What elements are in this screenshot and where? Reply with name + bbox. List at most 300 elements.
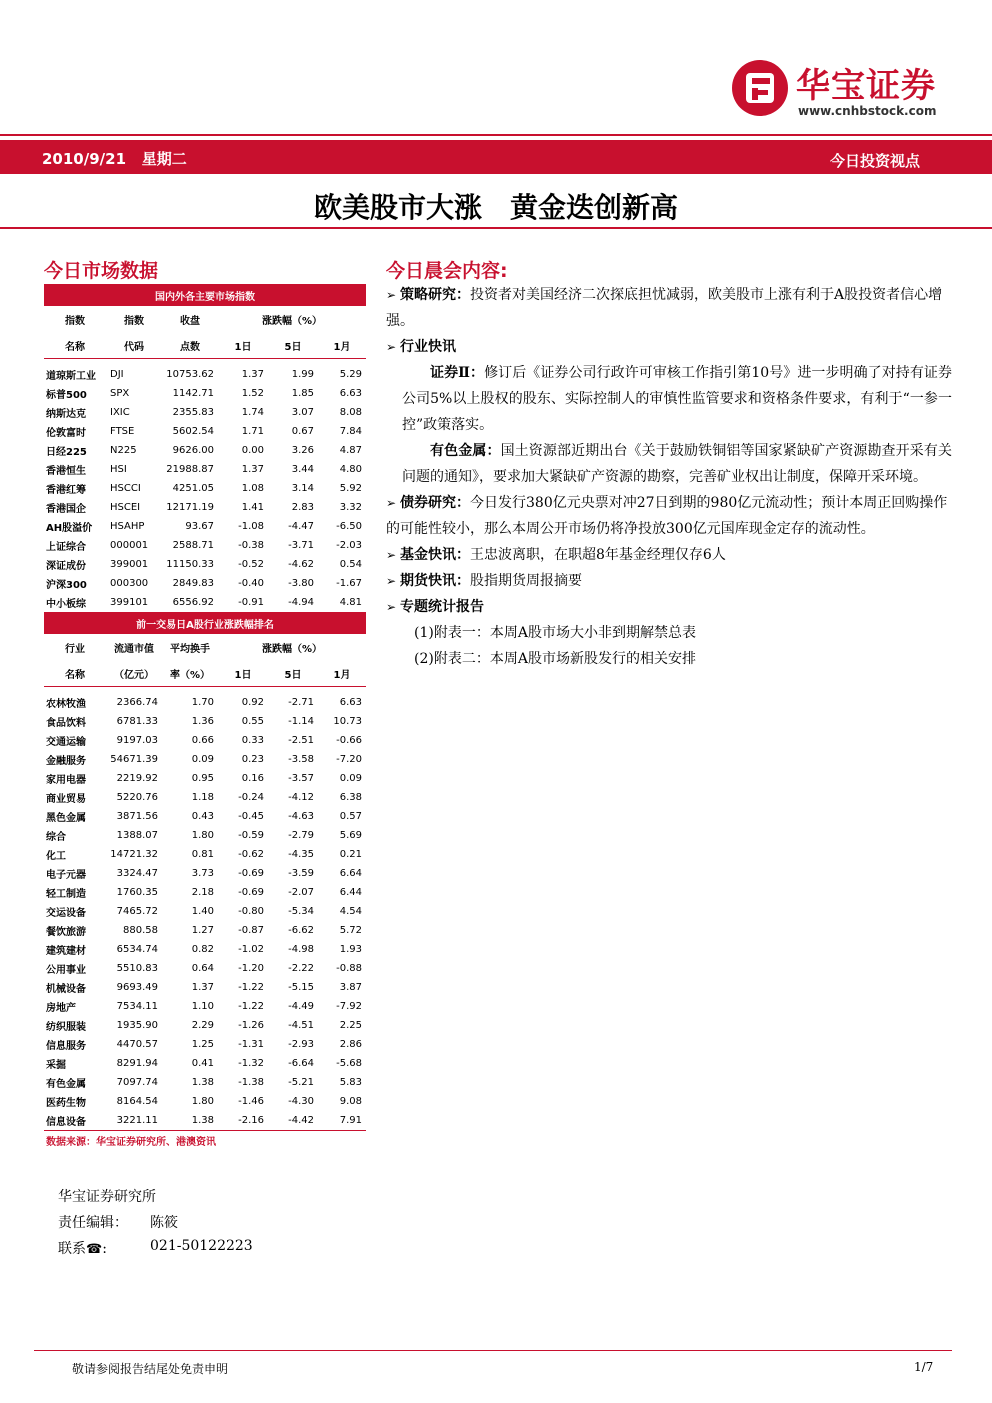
table-cell: 5.72 xyxy=(339,925,362,936)
table-cell: 纺织服装 xyxy=(46,1022,86,1033)
table-cell: -0.59 xyxy=(238,830,264,841)
table-row xyxy=(44,731,366,750)
table-cell: 上证综合 xyxy=(46,542,86,553)
table-cell: HSCCI xyxy=(110,483,141,494)
report-date xyxy=(42,148,187,169)
table-cell: 5.69 xyxy=(339,830,362,841)
table-cell: 3871.56 xyxy=(116,811,158,822)
table-cell: 电子元器 xyxy=(46,870,86,881)
table-cell: 1.99 xyxy=(291,369,314,380)
table-cell: -4.35 xyxy=(288,849,314,860)
table-cell: 000001 xyxy=(110,540,149,551)
table-cell: 3.14 xyxy=(291,483,314,494)
table-cell: -7.20 xyxy=(336,754,362,765)
table-cell: -4.63 xyxy=(288,811,314,822)
table-cell: 6781.33 xyxy=(116,716,158,727)
table-cell: 0.57 xyxy=(339,811,362,822)
table-cell: 1.37 xyxy=(191,982,214,993)
table-cell: 1.37 xyxy=(241,369,264,380)
table-row xyxy=(44,555,366,574)
table-cell: 10753.62 xyxy=(166,369,214,380)
table-cell: 1.37 xyxy=(241,464,264,475)
table-cell: -1.38 xyxy=(238,1077,264,1088)
table-cell: 0.23 xyxy=(241,754,264,765)
table-cell: 2.18 xyxy=(191,887,214,898)
table-cell: 深证成份 xyxy=(46,561,86,572)
header-cell: 行业 xyxy=(65,643,85,655)
table-cell: -0.38 xyxy=(238,540,264,551)
table-cell: 房地产 xyxy=(46,1003,76,1014)
header-cell: 指数 xyxy=(124,315,144,327)
table-row xyxy=(44,1035,366,1054)
table-cell: 伦敦富时 xyxy=(46,428,86,439)
securities-news xyxy=(386,360,952,438)
table-cell: -0.91 xyxy=(238,597,264,608)
table-cell: -4.62 xyxy=(288,559,314,570)
table-cell: 1.70 xyxy=(191,697,214,708)
editor-label: 责任编辑： xyxy=(58,1215,128,1231)
table-cell: 金融服务 xyxy=(46,756,86,767)
table-cell: 1.80 xyxy=(191,1096,214,1107)
table-cell: -0.87 xyxy=(238,925,264,936)
table-row xyxy=(44,1016,366,1035)
industry-section xyxy=(386,334,952,360)
section-text: 投资者对美国经济二次探底担忧减弱，欧美股市上涨有利于A股投资者信心增强。 xyxy=(386,287,943,329)
table-cell: N225 xyxy=(110,445,137,456)
table-cell: 9.08 xyxy=(339,1096,362,1107)
sub-title: 证券Ⅱ： xyxy=(430,365,485,381)
table-cell: 93.67 xyxy=(185,521,214,532)
table-cell: -1.22 xyxy=(238,1001,264,1012)
table-row xyxy=(44,479,366,498)
header-cell: 率（%） xyxy=(162,660,218,687)
table-row xyxy=(44,997,366,1016)
table-cell: 4470.57 xyxy=(116,1039,158,1050)
table-cell: 0.81 xyxy=(191,849,214,860)
table-cell: AH股溢价 xyxy=(46,523,93,534)
table-cell: 0.41 xyxy=(191,1058,214,1069)
header-cell: （亿元） xyxy=(106,660,162,687)
table-cell: 1.10 xyxy=(191,1001,214,1012)
table-cell: -1.32 xyxy=(238,1058,264,1069)
table-cell: 14721.32 xyxy=(110,849,158,860)
table-cell: 道琼斯工业 xyxy=(46,371,96,382)
table-cell: 交运设备 xyxy=(46,908,86,919)
morning-meeting-heading: 今日晨会内容: xyxy=(386,260,508,282)
table-cell: 1.25 xyxy=(191,1039,214,1050)
table-cell: 建筑建材 xyxy=(46,946,86,957)
table-cell: 1.08 xyxy=(241,483,264,494)
table-cell: 7.84 xyxy=(339,426,362,437)
table-cell: 3221.11 xyxy=(106,1111,162,1131)
table-cell: 0.55 xyxy=(241,716,264,727)
table-row xyxy=(44,769,366,788)
table-cell: HSCEI xyxy=(110,502,141,513)
table-cell: 0.92 xyxy=(241,697,264,708)
table-cell: -1.31 xyxy=(238,1039,264,1050)
table-cell: 2.83 xyxy=(291,502,314,513)
table-cell: 农林牧渔 xyxy=(46,699,86,710)
table-cell: -6.62 xyxy=(288,925,314,936)
header-cell: 流通市值 xyxy=(114,643,154,655)
table-cell: 0.66 xyxy=(191,735,214,746)
header-cell: 名称 xyxy=(44,660,106,687)
arrow-bullet-icon: ➢ xyxy=(386,600,397,614)
strategy-section xyxy=(386,282,952,334)
table-row xyxy=(44,403,366,422)
table-cell: -0.88 xyxy=(336,963,362,974)
phone-label-text: 联系 xyxy=(58,1241,86,1257)
header-cell: 代码 xyxy=(106,332,162,359)
arrow-bullet-icon: ➢ xyxy=(386,548,397,562)
footer-disclaimer: 敬请参阅报告结尾处免责申明 xyxy=(72,1362,229,1376)
header-cell: 1月 xyxy=(318,660,366,687)
table-cell: -4.30 xyxy=(288,1096,314,1107)
table-row xyxy=(44,921,366,940)
arrow-bullet-icon: ➢ xyxy=(386,496,397,510)
table-cell: 黑色金属 xyxy=(46,813,86,824)
table-row xyxy=(44,574,366,593)
table-cell: 880.58 xyxy=(123,925,158,936)
header-cell: 平均换手 xyxy=(170,643,210,655)
bond-section xyxy=(386,490,952,542)
table-cell: -2.93 xyxy=(288,1039,314,1050)
table-cell: 6556.92 xyxy=(172,597,214,608)
table-row xyxy=(44,1073,366,1092)
table-cell: 10.73 xyxy=(333,716,362,727)
table-cell: 6534.74 xyxy=(116,944,158,955)
table-cell: 化工 xyxy=(46,851,66,862)
table-cell: -1.20 xyxy=(238,963,264,974)
header-cell: 涨跌幅（%） xyxy=(261,315,323,327)
table-cell: 1760.35 xyxy=(116,887,158,898)
table-cell: 商业贸易 xyxy=(46,794,86,805)
table-cell: 1.93 xyxy=(339,944,362,955)
table-cell: 医药生物 xyxy=(46,1098,86,1109)
sub-text: 修订后《证券公司行政许可审核工作指引第10号》进一步明确了对持有证券公司5%以上股权的股东、实际控制人的审慎性监管要求和资格条件要求，有利于“一参一控”政策落实。 xyxy=(402,365,952,433)
table-cell: -6.50 xyxy=(336,521,362,532)
table-row xyxy=(44,1054,366,1073)
table-row xyxy=(44,902,366,921)
phone-number: 021-50122223 xyxy=(150,1238,253,1254)
table-cell: 7.91 xyxy=(318,1111,366,1131)
table-cell: 纳斯达克 xyxy=(46,409,86,420)
section-title: 期货快讯： xyxy=(400,573,470,589)
section-text: 今日发行380亿元央票对冲27日到期的980亿元流动性；预计本周正回购操作的可能性较小，那么本周公开市场仍将净投放300亿元国库现金定存的流动性。 xyxy=(386,495,948,537)
table-caption: 前一交易日A股行业涨跌幅排名 xyxy=(44,612,366,634)
table-cell: -4.42 xyxy=(268,1111,318,1131)
phone-label-colon: : xyxy=(102,1241,107,1257)
weekday: 星期二 xyxy=(141,150,187,168)
header-cell: 5日 xyxy=(268,660,318,687)
table-cell: -5.68 xyxy=(336,1058,362,1069)
table-cell: 食品饮料 xyxy=(46,718,86,729)
table-row xyxy=(44,460,366,479)
table-cell: -2.51 xyxy=(288,735,314,746)
table-cell: 0.54 xyxy=(339,559,362,570)
arrow-bullet-icon: ➢ xyxy=(386,288,397,302)
table-cell: 0.64 xyxy=(191,963,214,974)
section-title: 债券研究： xyxy=(400,495,470,511)
table-row xyxy=(44,593,366,612)
arrow-bullet-icon: ➢ xyxy=(386,340,397,354)
industry-ranking-table xyxy=(44,612,366,1131)
table-cell: 2.29 xyxy=(191,1020,214,1031)
table-cell: 2.86 xyxy=(339,1039,362,1050)
table-cell: 9626.00 xyxy=(172,445,214,456)
company-logo xyxy=(732,58,952,128)
table-cell: 9197.03 xyxy=(116,735,158,746)
table-cell: 2219.92 xyxy=(116,773,158,784)
table-caption: 国内外各主要市场指数 xyxy=(44,284,366,306)
section-text: 王忠波离职，在职超8年基金经理仅存6人 xyxy=(470,547,726,563)
logo-url: www.cnhbstock.com xyxy=(798,104,937,118)
table-cell: 399101 xyxy=(110,597,149,608)
table-cell: 2849.83 xyxy=(172,578,214,589)
table-row xyxy=(44,864,366,883)
header-cell: 收盘 xyxy=(180,315,200,327)
table-cell: 2.25 xyxy=(339,1020,362,1031)
table-cell: 1142.71 xyxy=(172,388,214,399)
table-cell: -1.02 xyxy=(238,944,264,955)
header-cell: 1月 xyxy=(318,332,366,359)
header-cell: 指数 xyxy=(65,315,85,327)
editor-name: 陈筱 xyxy=(150,1215,178,1231)
table-cell: -4.47 xyxy=(288,521,314,532)
table-cell: SPX xyxy=(110,388,130,399)
table-cell: -0.40 xyxy=(238,578,264,589)
section-title: 专题统计报告 xyxy=(400,599,484,615)
table-row xyxy=(44,1092,366,1111)
table-row xyxy=(44,517,366,536)
table-row xyxy=(44,1111,366,1131)
table-cell: 0.09 xyxy=(191,754,214,765)
table-cell: 0.67 xyxy=(291,426,314,437)
table-cell: 4.80 xyxy=(339,464,362,475)
table-cell: 香港恒生 xyxy=(46,466,86,477)
table-cell: -5.21 xyxy=(288,1077,314,1088)
table-cell: -1.67 xyxy=(336,578,362,589)
table-cell: 3.73 xyxy=(191,868,214,879)
table-cell: FTSE xyxy=(110,426,135,437)
table-cell: 3.07 xyxy=(291,407,314,418)
arrow-bullet-icon: ➢ xyxy=(386,574,397,588)
table-cell: 3324.47 xyxy=(116,868,158,879)
table-cell: HSI xyxy=(110,464,127,475)
table-cell: 1.38 xyxy=(191,1077,214,1088)
table-cell: -1.14 xyxy=(288,716,314,727)
section-text: 股指期货周报摘要 xyxy=(470,573,582,589)
table-cell: 沪深300 xyxy=(46,580,87,591)
table-cell: 公用事业 xyxy=(46,965,86,976)
contact-org: 华宝证券研究所 xyxy=(58,1189,156,1205)
phone-label xyxy=(58,1238,107,1258)
table-cell: 4.54 xyxy=(339,906,362,917)
table-cell: -5.34 xyxy=(288,906,314,917)
table-row xyxy=(44,441,366,460)
table-cell: 5602.54 xyxy=(172,426,214,437)
fund-section xyxy=(386,542,952,568)
header-cell: 1日 xyxy=(218,660,268,687)
table-cell: -2.03 xyxy=(336,540,362,551)
table-cell: 餐饮旅游 xyxy=(46,927,86,938)
table-cell: 2355.83 xyxy=(172,407,214,418)
table-cell: -5.15 xyxy=(288,982,314,993)
table-cell: -0.24 xyxy=(238,792,264,803)
table-cell: 7097.74 xyxy=(116,1077,158,1088)
table-cell: -3.71 xyxy=(288,540,314,551)
table-cell: -3.57 xyxy=(288,773,314,784)
table-row xyxy=(44,422,366,441)
table-row xyxy=(44,788,366,807)
table-row xyxy=(44,826,366,845)
table-cell: -0.45 xyxy=(238,811,264,822)
table-cell: -4.94 xyxy=(288,597,314,608)
table-cell: 1935.90 xyxy=(116,1020,158,1031)
table-cell: 9693.49 xyxy=(116,982,158,993)
table-cell: 1.52 xyxy=(241,388,264,399)
phone-icon: ☎ xyxy=(86,1242,103,1257)
table-cell: -7.92 xyxy=(336,1001,362,1012)
date-value: 2010/9/21 xyxy=(42,150,127,168)
table-row xyxy=(44,807,366,826)
table-cell: 000300 xyxy=(110,578,149,589)
table-cell: 2588.71 xyxy=(172,540,214,551)
table-cell: 5.92 xyxy=(339,483,362,494)
table-cell: -0.69 xyxy=(238,887,264,898)
table-cell: -2.07 xyxy=(288,887,314,898)
table-cell: -0.80 xyxy=(238,906,264,917)
table-cell: 4.81 xyxy=(339,597,362,608)
table-cell: 4251.05 xyxy=(172,483,214,494)
table-row xyxy=(44,750,366,769)
section-title: 行业快讯 xyxy=(400,339,456,355)
table-cell: -1.22 xyxy=(238,982,264,993)
header-cell: 名称 xyxy=(44,332,106,359)
table-row xyxy=(44,498,366,517)
table-cell: -4.49 xyxy=(288,1001,314,1012)
table-cell: 3.44 xyxy=(291,464,314,475)
table-cell: 1388.07 xyxy=(116,830,158,841)
table-cell: 1.85 xyxy=(291,388,314,399)
table-cell: -0.69 xyxy=(238,868,264,879)
section-title: 策略研究： xyxy=(400,287,470,303)
futures-section xyxy=(386,568,952,594)
table-cell: -3.59 xyxy=(288,868,314,879)
table-row xyxy=(44,384,366,403)
table-row xyxy=(44,883,366,902)
table-cell: -3.80 xyxy=(288,578,314,589)
table-cell: 0.16 xyxy=(241,773,264,784)
table-cell: -2.79 xyxy=(288,830,314,841)
table-cell: 0.43 xyxy=(191,811,214,822)
report-section xyxy=(386,594,952,620)
table-cell: 家用电器 xyxy=(46,775,86,786)
table-cell: 0.09 xyxy=(339,773,362,784)
table-cell: 7534.11 xyxy=(116,1001,158,1012)
table-cell: 0.00 xyxy=(241,445,264,456)
table-cell: -2.16 xyxy=(218,1111,268,1131)
header-cell: 涨跌幅（%） xyxy=(261,643,323,655)
table-cell: 香港红筹 xyxy=(46,485,86,496)
title-divider xyxy=(0,227,992,229)
table-cell: 6.63 xyxy=(339,697,362,708)
table-cell: 7465.72 xyxy=(116,906,158,917)
table-cell: 8.08 xyxy=(339,407,362,418)
table-cell: IXIC xyxy=(110,407,130,418)
table-cell: 5.83 xyxy=(339,1077,362,1088)
table-cell: 信息设备 xyxy=(44,1111,106,1131)
appendix-item: (1)附表一：本周A股市场大小非到期解禁总表 xyxy=(414,625,696,641)
table-cell: 0.82 xyxy=(191,944,214,955)
table-cell: 1.38 xyxy=(162,1111,218,1131)
table-cell: 1.18 xyxy=(191,792,214,803)
table-cell: 1.80 xyxy=(191,830,214,841)
data-source-note: 数据来源：华宝证券研究所、港澳资讯 xyxy=(46,1137,216,1148)
table-row xyxy=(44,959,366,978)
page-number: 1/7 xyxy=(914,1360,934,1374)
header-cell: 1日 xyxy=(218,332,268,359)
table-cell: -0.62 xyxy=(238,849,264,860)
table-cell: 采掘 xyxy=(46,1060,66,1071)
table-cell: 1.74 xyxy=(241,407,264,418)
table-cell: 香港国企 xyxy=(46,504,86,515)
table-cell: -4.51 xyxy=(288,1020,314,1031)
table-row xyxy=(44,712,366,731)
table-row xyxy=(44,978,366,997)
table-cell: 1.27 xyxy=(191,925,214,936)
news-content xyxy=(386,282,952,672)
table-cell: 6.63 xyxy=(339,388,362,399)
table-cell: -2.22 xyxy=(288,963,314,974)
table-cell: 399001 xyxy=(110,559,149,570)
logo-mark-icon xyxy=(732,60,788,116)
column-name: 今日投资视点 xyxy=(830,152,921,170)
table-cell: 8164.54 xyxy=(116,1096,158,1107)
table-cell: 信息服务 xyxy=(46,1041,86,1052)
header-cell: 5日 xyxy=(268,332,318,359)
table-cell: DJI xyxy=(110,369,124,380)
table-row xyxy=(44,536,366,555)
table-cell: 4.87 xyxy=(339,445,362,456)
table-cell: 0.21 xyxy=(339,849,362,860)
table-cell: 3.26 xyxy=(291,445,314,456)
table-cell: -1.08 xyxy=(238,521,264,532)
table-cell: 机械设备 xyxy=(46,984,86,995)
top-divider xyxy=(0,134,992,136)
table-cell: 3.32 xyxy=(339,502,362,513)
table-cell: -4.12 xyxy=(288,792,314,803)
footer-divider xyxy=(34,1350,952,1351)
table-cell: -2.71 xyxy=(288,697,314,708)
table-cell: 中小板综 xyxy=(46,599,86,610)
table-cell: -1.46 xyxy=(238,1096,264,1107)
table-cell: 1.40 xyxy=(191,906,214,917)
table-cell: 轻工制造 xyxy=(46,889,86,900)
table-row xyxy=(44,845,366,864)
table-cell: 54671.39 xyxy=(110,754,158,765)
page-title: 欧美股市大涨 黄金迭创新高 xyxy=(313,191,678,224)
table-cell: 8291.94 xyxy=(116,1058,158,1069)
table-cell: 11150.33 xyxy=(166,559,214,570)
table-cell: -6.64 xyxy=(288,1058,314,1069)
table-row xyxy=(44,693,366,712)
table-cell: 交通运输 xyxy=(46,737,86,748)
table-cell: -4.98 xyxy=(288,944,314,955)
table-cell: 12171.19 xyxy=(166,502,214,513)
appendix-item: (2)附表二：本周A股市场新股发行的相关安排 xyxy=(414,651,696,667)
table-cell: 5510.83 xyxy=(116,963,158,974)
